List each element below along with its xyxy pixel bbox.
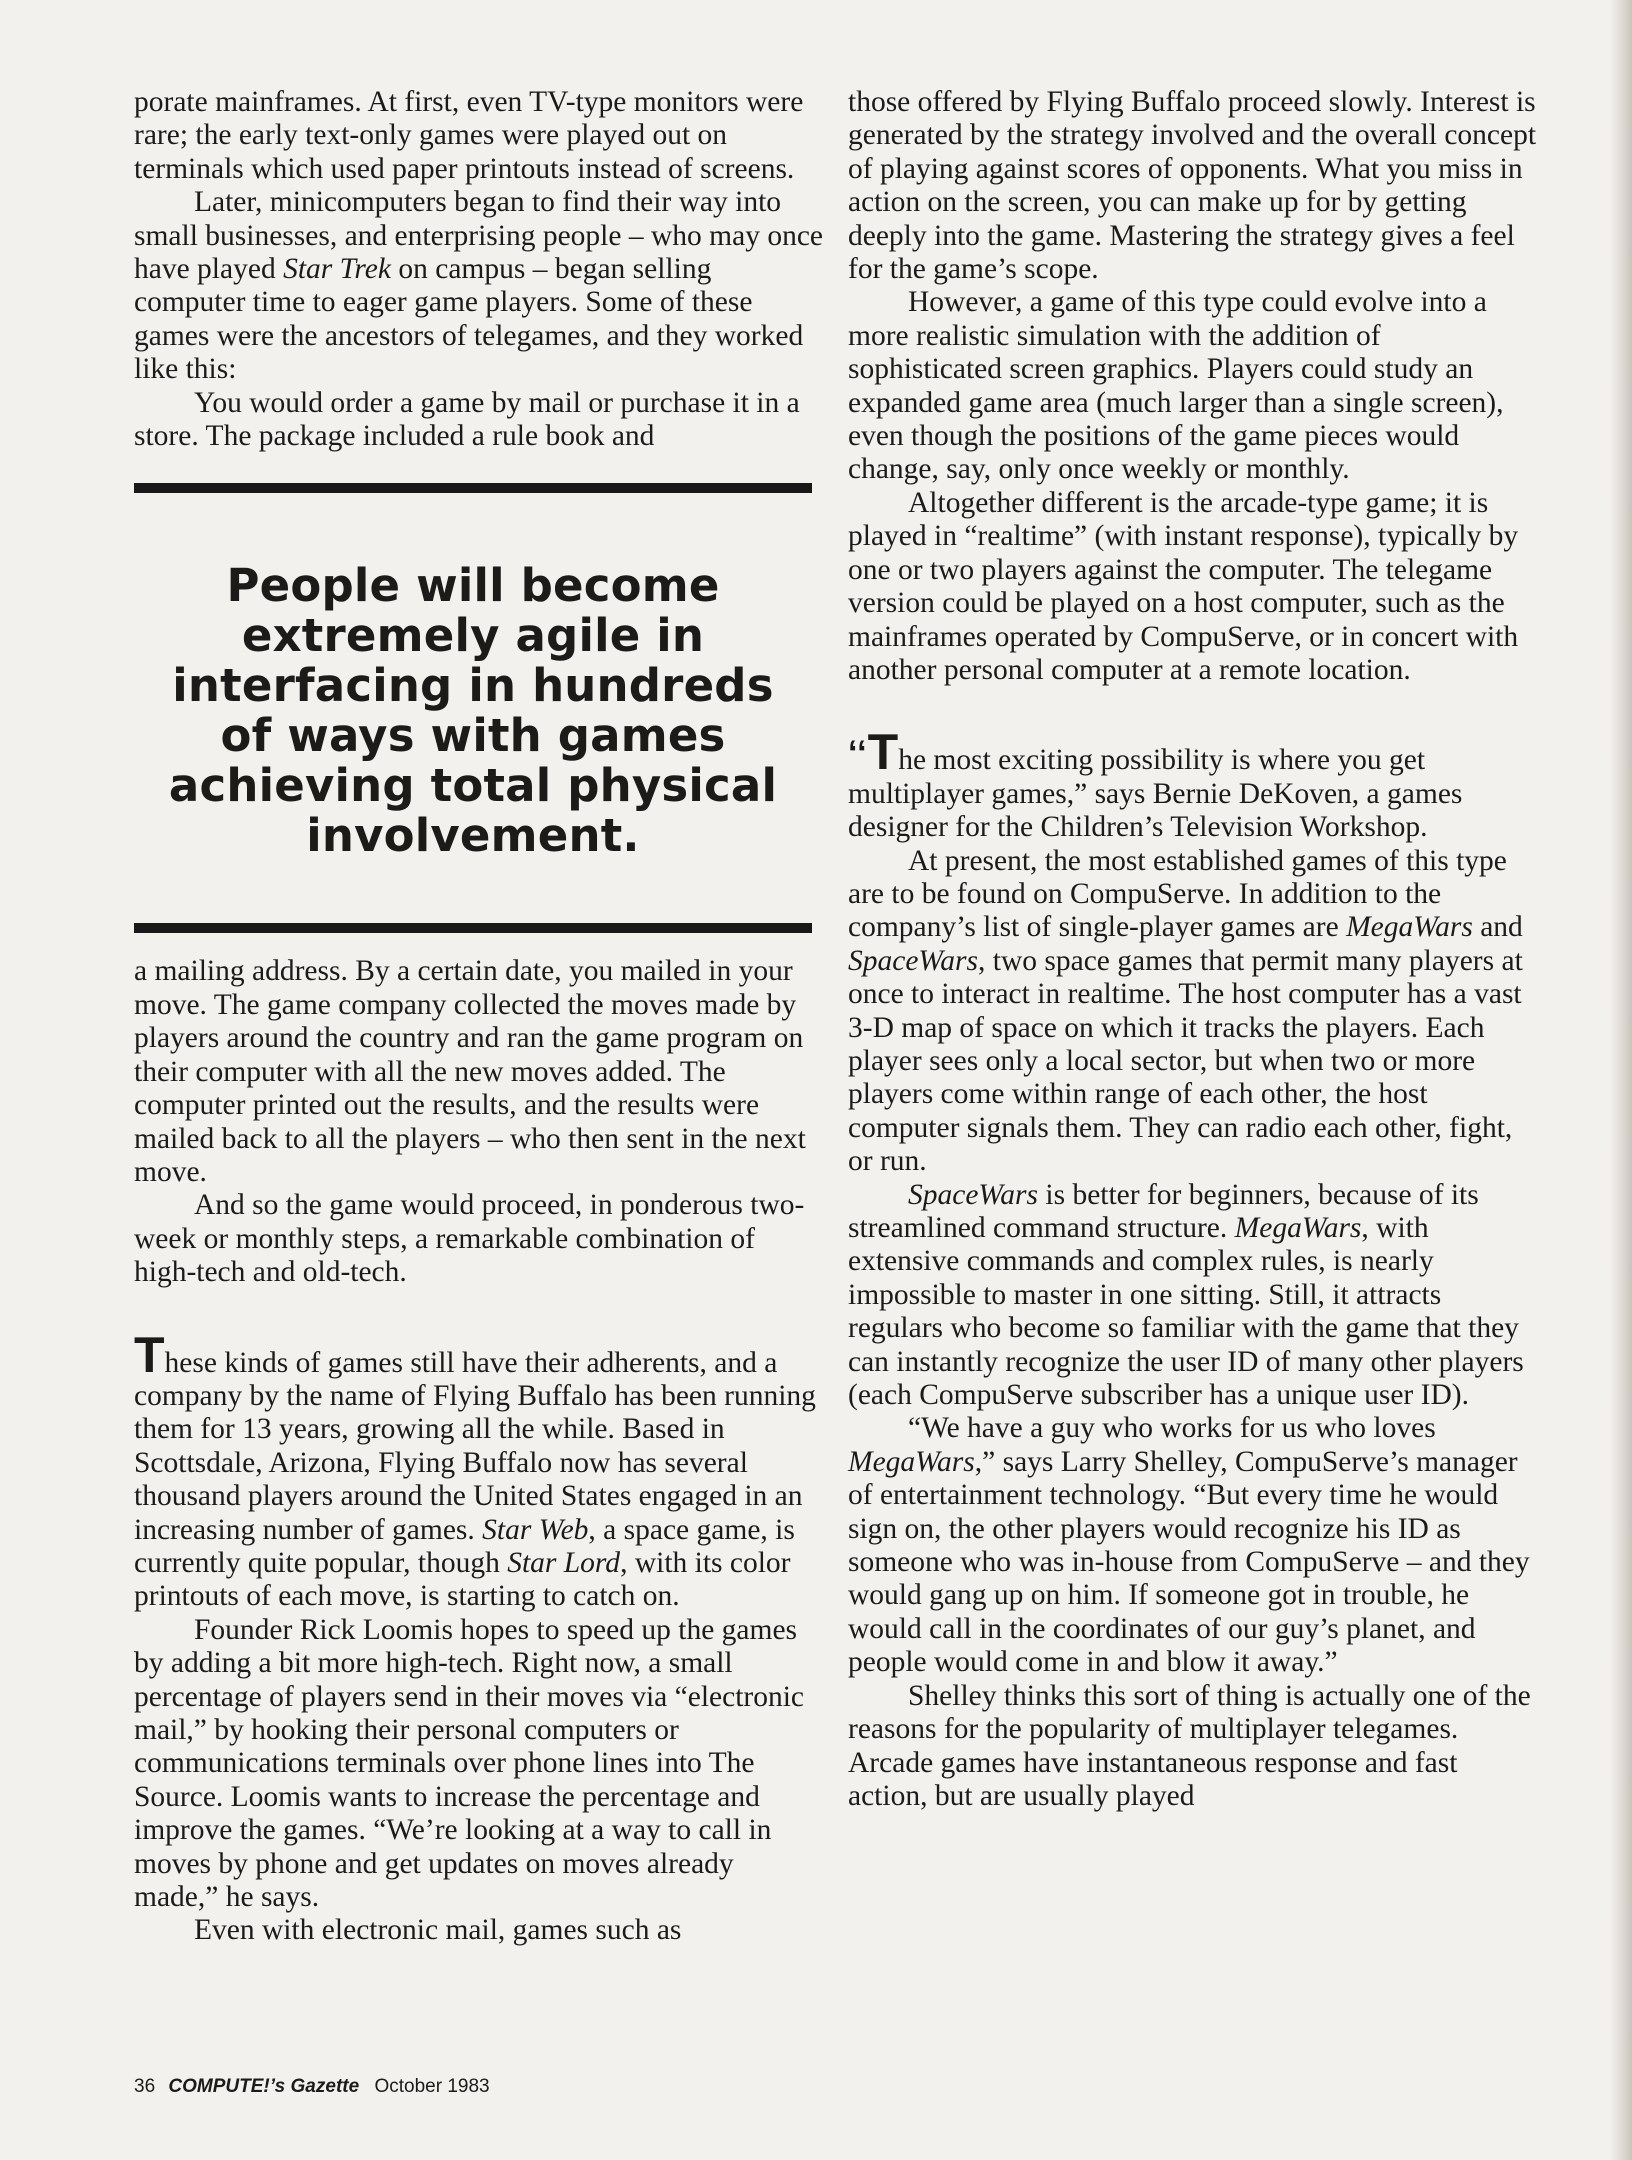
game-title: Star Trek	[283, 253, 391, 286]
paragraph: ‘‘The most exciting possibility is where you get multiplayer games,” says Bernie DeKoven, a games designer for the Children’s Television Workshop.	[848, 724, 1463, 844]
game-title: MegaWars	[848, 1445, 975, 1478]
drop-cap: T	[134, 1326, 165, 1383]
paragraph: Shelley thinks this sort of thing is actually one of the reasons for the popularity of multiplayer telegames. Arcade games have instantaneous response and fast action, but are usually played	[848, 1679, 1531, 1812]
game-title: MegaWars	[1346, 911, 1473, 944]
paragraph: a mailing address. By a certain date, you mailed in your move. The game company collected the moves made by players around the country and ran the game program on their computer with all the new moves added. The computer printed out the results, and the results were mailed back to all the players – who then sent in the next move.	[134, 955, 806, 1188]
pull-quote-text: People will become extremely agile in interfacing in hundreds of ways with games achieving total physical involvement.	[168, 559, 778, 863]
paragraph: You would order a game by mail or purchase it in a store. The package included a rule book and	[134, 386, 800, 453]
game-title: SpaceWars	[908, 1178, 1039, 1211]
paragraph: “We have a guy who works for us who loves MegaWars,” says Larry Shelley, CompuServe’s manager of entertainment technology. “But every time he would sign on, the other players would recognize his ID as someone who was in-house from CompuServe – and they would gang up on him. If someone got in trouble, he would call in the coordinates of our guy’s planet, and people would come in and blow it away.”	[848, 1412, 1530, 1679]
paragraph: And so the game would proceed, in ponderous two-week or monthly steps, a remarkable combination of high-tech and old-tech.	[134, 1189, 805, 1289]
paragraph: Later, minicomputers began to find their way into small businesses, and enterprising people – who may once have played Star Trek on campus – began selling computer time to eager game players. Some of these games were the ancestors of telegames, and they worked like this:	[134, 186, 824, 386]
paragraph: SpaceWars is better for beginners, because of its streamlined command structure. MegaWars, with extensive commands and complex rules, is nearly impossible to master in one sitting. Still, it attracts regulars who become so familiar with the game that they can instantly recognize the user ID of many other players (each CompuServe subscriber has a unique user ID).	[848, 1178, 1524, 1412]
paragraph: those offered by Flying Buffalo proceed slowly. Interest is generated by the strategy involved and the overall concept of playing against scores of opponents. What you miss in action on the screen, you can make up for by getting deeply into the game. Mastering the strategy gives a feel for the game’s scope.	[848, 86, 1537, 286]
pull-quote-top-rule	[134, 483, 812, 493]
game-title: Star Lord	[507, 1546, 621, 1579]
paragraph: These kinds of games still have their adherents, and a company by the name of Flying Buffalo has been running them for 13 years, growing all the while. Based in Scottsdale, Arizona, Flying Buffalo now has several thousand players around the United States engaged in an increasing number of games. Star Web, a space game, is currently quite popular, though Star Lord, with its color printouts of each move, is starting to catch on.	[134, 1326, 816, 1613]
left-column	[134, 86, 824, 1948]
game-title: SpaceWars	[848, 944, 979, 977]
paragraph: At present, the most established games of this type are to be found on CompuServe. In addition to the company’s list of single-player games are MegaWars and SpaceWars, two space games that permit many players at once to interact in realtime. The host computer has a vast 3-D map of space on which it tracks the players. Each player sees only a local sector, but when two or more players come within range of each other, the host computer signals them. They can radio each other, fight, or run.	[848, 844, 1523, 1178]
page-number: 36	[134, 2076, 156, 2097]
paragraph: However, a game of this type could evolve into a more realistic simulation with the addition of sophisticated screen graphics. Players could study an expanded game area (much larger than a single screen), even though the positions of the game pieces would change, say, only once weekly or monthly.	[848, 286, 1504, 486]
paragraph: porate mainframes. At first, even TV-type monitors were rare; the early text-only games were played out on terminals which used paper printouts instead of screens.	[134, 86, 804, 185]
pull-quote	[134, 483, 812, 933]
drop-cap: T	[867, 724, 899, 781]
game-title: Star Web	[482, 1513, 589, 1546]
right-column	[848, 86, 1538, 1813]
pull-quote-bottom-rule	[134, 923, 812, 933]
paragraph: Even with electronic mail, games such as	[194, 1914, 682, 1947]
issue-date: October 1983	[374, 2076, 490, 2097]
paragraph: Altogether different is the arcade-type game; it is played in “realtime” (with instant response), typically by one or two players against the computer. The telegame version could be played on a host computer, such as the mainframes operated by CompuServe, or in concert with another personal computer at a remote location.	[848, 486, 1519, 686]
game-title: MegaWars	[1234, 1212, 1362, 1244]
page-edge	[1610, 0, 1632, 2160]
page-footer	[134, 2076, 490, 2098]
paragraph: Founder Rick Loomis hopes to speed up the games by adding a bit more high-tech. Right now, a small percentage of players send in their moves via “electronic mail,” by hooking their personal computers or communications terminals over phone lines into The Source. Loomis wants to increase the percentage and improve the games. “We’re looking at a way to call in moves by phone and get updates on moves already made,” he says.	[134, 1613, 805, 1914]
open-quote-mark: ‘‘	[848, 734, 868, 773]
magazine-name: COMPUTE!’s Gazette	[168, 2076, 360, 2097]
